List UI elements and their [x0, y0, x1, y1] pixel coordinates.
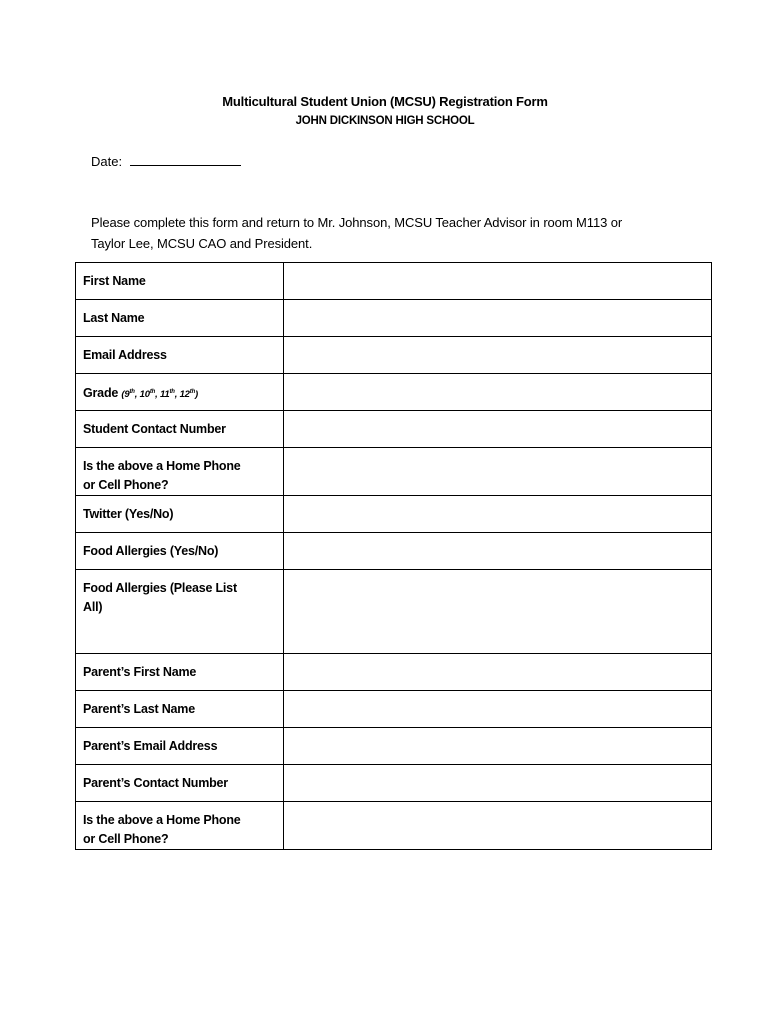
food-allergies-list-label	[76, 570, 284, 654]
student-phone-type-label	[76, 448, 284, 496]
last-name-field[interactable]	[284, 300, 712, 337]
parent-phone-type-label	[76, 802, 284, 850]
student-phone-type-field[interactable]	[284, 448, 712, 496]
email-label: Email Address	[76, 337, 284, 374]
table-row	[76, 654, 712, 691]
date-label: Date:	[91, 154, 123, 169]
parent-email-label: Parent’s Email Address	[76, 728, 284, 765]
table-row	[76, 496, 712, 533]
student-phone-type-line-2: or Cell Phone?	[83, 478, 169, 492]
first-name-label: First Name	[76, 263, 284, 300]
table-row	[76, 300, 712, 337]
student-contact-field[interactable]	[284, 411, 712, 448]
last-name-label: Last Name	[76, 300, 284, 337]
school-name: JOHN DICKINSON HIGH SCHOOL	[295, 115, 475, 127]
date-blank-field[interactable]	[130, 152, 241, 166]
student-contact-label: Student Contact Number	[76, 411, 284, 448]
twitter-field[interactable]	[284, 496, 712, 533]
food-allergies-yn-label: Food Allergies (Yes/No)	[76, 533, 284, 570]
date-row	[91, 152, 241, 169]
grade-12: 12	[179, 389, 190, 401]
food-allergies-list-field[interactable]	[284, 570, 712, 654]
table-row	[76, 263, 712, 300]
table-row	[76, 765, 712, 802]
table-row	[76, 448, 712, 496]
grade-12-suffix: th	[189, 389, 196, 395]
registration-table	[75, 262, 712, 850]
table-row	[76, 411, 712, 448]
email-field[interactable]	[284, 337, 712, 374]
parent-last-name-field[interactable]	[284, 691, 712, 728]
parent-phone-type-line-2: or Cell Phone?	[83, 832, 169, 846]
table-row	[76, 337, 712, 374]
table-row	[76, 570, 712, 654]
table-row	[76, 533, 712, 570]
parent-first-name-field[interactable]	[284, 654, 712, 691]
grade-9-suffix: th	[129, 389, 135, 395]
instructions-line-2: Taylor Lee, MCSU CAO and President.	[91, 236, 313, 251]
grade-11-suffix: th	[169, 389, 175, 395]
grade-10-suffix: th	[149, 389, 156, 395]
grade-11: 11	[159, 389, 170, 401]
parent-phone-type-line-1: Is the above a Home Phone	[83, 813, 241, 827]
grade-label-cell	[76, 374, 284, 411]
twitter-label: Twitter (Yes/No)	[76, 496, 284, 533]
grade-label: Grade	[83, 386, 119, 401]
form-title: Multicultural Student Union (MCSU) Registration Form	[222, 94, 548, 109]
grade-hint: (9th, 10th, 11th, 12th)	[121, 389, 198, 401]
instructions-text	[91, 212, 691, 254]
food-allergies-list-line-1: Food Allergies (Please List	[83, 581, 237, 595]
parent-phone-type-field[interactable]	[284, 802, 712, 850]
parent-last-name-label: Parent’s Last Name	[76, 691, 284, 728]
parent-first-name-label: Parent’s First Name	[76, 654, 284, 691]
instructions-line-1: Please complete this form and return to Mr. Johnson, MCSU Teacher Advisor in room M113 or	[91, 215, 623, 230]
first-name-field[interactable]	[284, 263, 712, 300]
food-allergies-list-line-2: All)	[83, 600, 103, 614]
grade-9: 9	[124, 389, 130, 401]
parent-contact-field[interactable]	[284, 765, 712, 802]
student-phone-type-line-1: Is the above a Home Phone	[83, 459, 241, 473]
grade-field[interactable]	[284, 374, 712, 411]
grade-10: 10	[139, 389, 150, 401]
table-row	[76, 802, 712, 850]
table-row	[76, 374, 712, 411]
parent-email-field[interactable]	[284, 728, 712, 765]
table-row	[76, 691, 712, 728]
food-allergies-yn-field[interactable]	[284, 533, 712, 570]
parent-contact-label: Parent’s Contact Number	[76, 765, 284, 802]
table-row	[76, 728, 712, 765]
